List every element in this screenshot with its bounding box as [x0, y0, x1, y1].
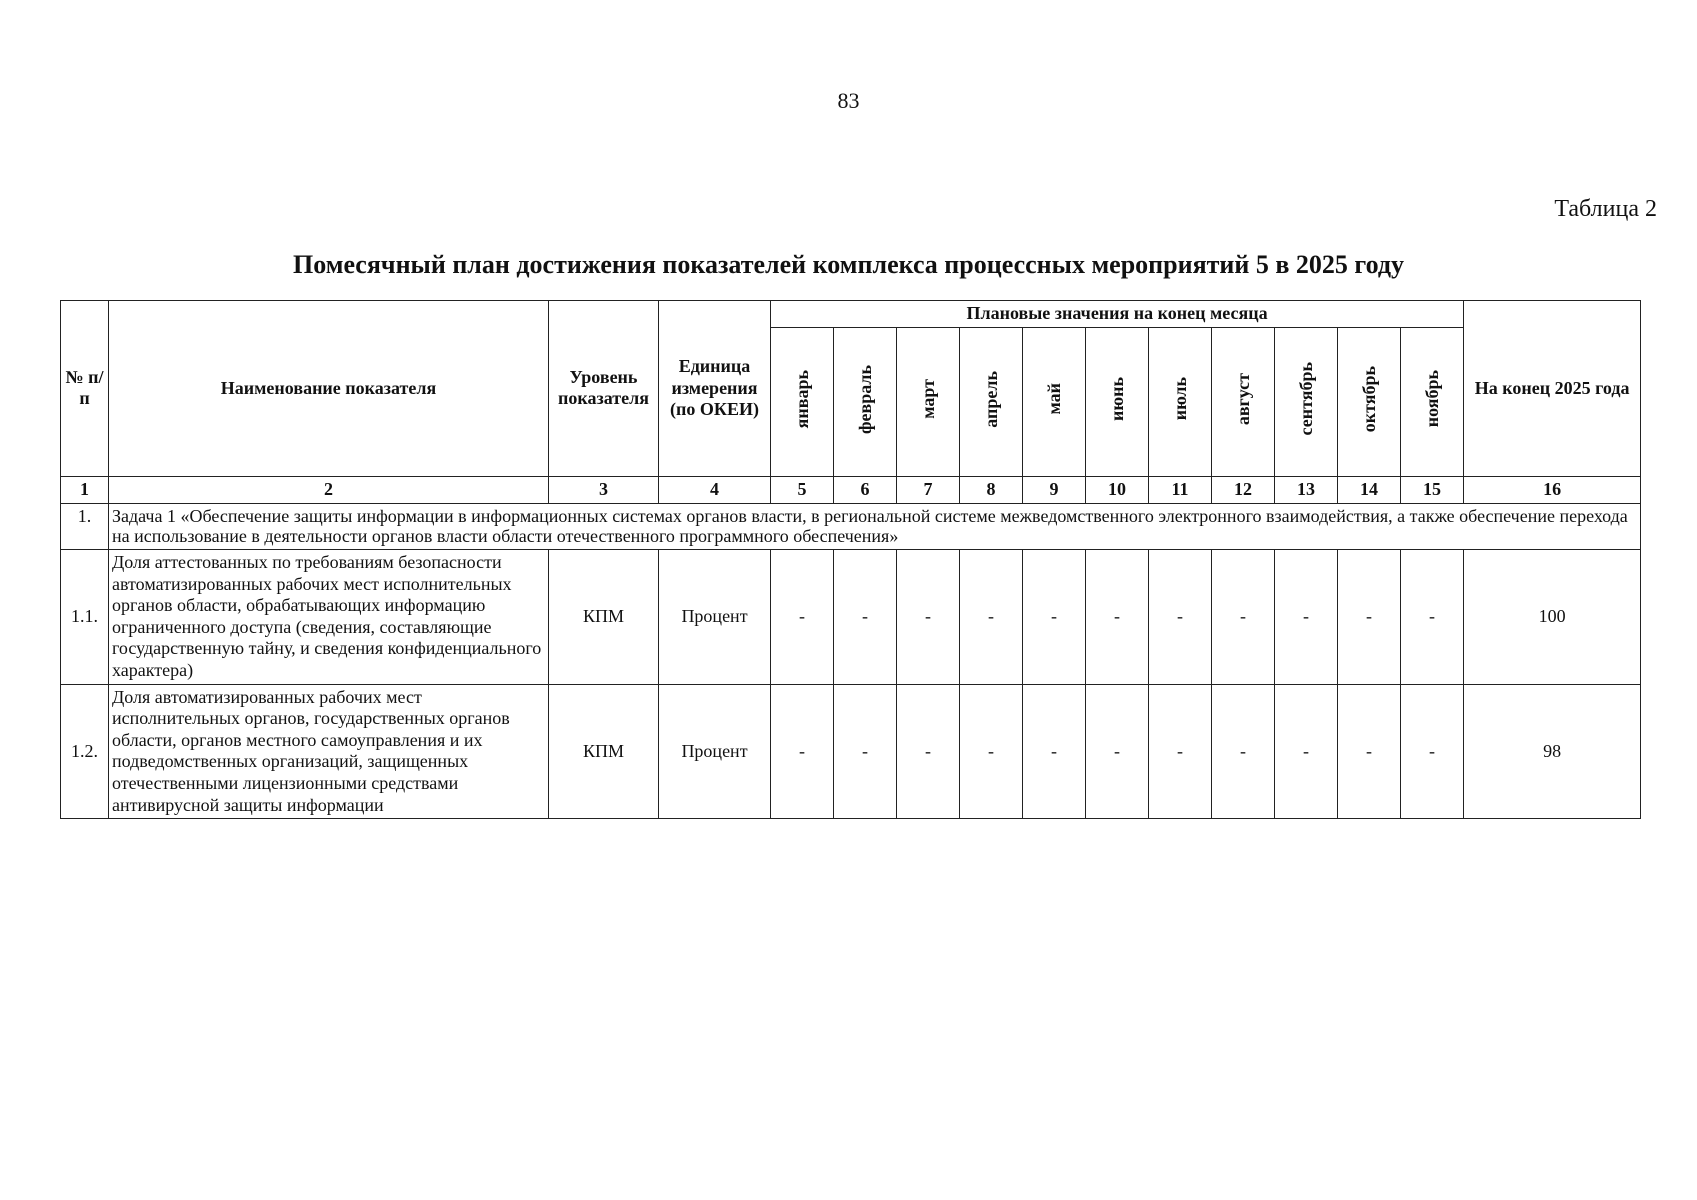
- column-number: 8: [960, 476, 1023, 503]
- column-number: 12: [1212, 476, 1275, 503]
- header-unit: Единица измерения (по ОКЕИ): [659, 301, 771, 477]
- header-year-end: На конец 2025 года: [1464, 301, 1641, 477]
- row-month-value: -: [1149, 549, 1212, 684]
- header-month-june: июнь: [1086, 327, 1149, 476]
- row-month-value: -: [1023, 684, 1086, 819]
- row-month-value: -: [834, 549, 897, 684]
- row-month-value: -: [1212, 549, 1275, 684]
- document-title: Помесячный план достижения показателей комплекса процессных мероприятий 5 в 2025 году: [293, 250, 1404, 279]
- table-row: [61, 549, 1641, 684]
- page-number: 83: [837, 88, 860, 113]
- header-month-february: февраль: [834, 327, 897, 476]
- row-month-value: -: [1212, 684, 1275, 819]
- task-row: [61, 503, 1641, 549]
- row-unit: Процент: [659, 684, 771, 819]
- row-month-value: -: [771, 684, 834, 819]
- header-month-november: ноябрь: [1401, 327, 1464, 476]
- column-number: 11: [1149, 476, 1212, 503]
- header-level: Уровень показателя: [549, 301, 659, 477]
- row-month-value: -: [1401, 549, 1464, 684]
- row-month-value: -: [897, 684, 960, 819]
- column-number: 7: [897, 476, 960, 503]
- column-number-row: [61, 476, 1641, 503]
- header-month-october: октябрь: [1338, 327, 1401, 476]
- header-month-march: март: [897, 327, 960, 476]
- row-month-value: -: [897, 549, 960, 684]
- column-number: 15: [1401, 476, 1464, 503]
- header-month-january: январь: [771, 327, 834, 476]
- row-month-value: -: [1275, 684, 1338, 819]
- row-month-value: -: [1023, 549, 1086, 684]
- table-row: [61, 684, 1641, 819]
- row-month-value: -: [1401, 684, 1464, 819]
- monthly-plan-table: [60, 300, 1641, 819]
- row-name: Доля аттестованных по требованиям безопасности автоматизированных рабочих мест исполнительных органов области, обрабатывающих информацию ограниченного доступа (сведения, составляющие государственную тайну, и сведения конфиденциального характера): [109, 549, 549, 684]
- column-number: 1: [61, 476, 109, 503]
- row-month-value: -: [960, 549, 1023, 684]
- row-num: 1.1.: [61, 549, 109, 684]
- column-number: 16: [1464, 476, 1641, 503]
- row-month-value: -: [1338, 549, 1401, 684]
- row-month-value: -: [1149, 684, 1212, 819]
- row-year-end-value: 100: [1464, 549, 1641, 684]
- header-planned-group: Плановые значения на конец месяца: [771, 301, 1464, 328]
- row-month-value: -: [1338, 684, 1401, 819]
- column-number: 3: [549, 476, 659, 503]
- row-month-value: -: [960, 684, 1023, 819]
- row-month-value: -: [771, 549, 834, 684]
- task-text: Задача 1 «Обеспечение защиты информации в информационных системах органов власти, в региональной системе межведомственного электронного взаимодействия, а также обеспечение перехода на использование в деятельности органов власти области отечественного программного обеспечения»: [109, 503, 1641, 549]
- header-month-may: май: [1023, 327, 1086, 476]
- column-number: 4: [659, 476, 771, 503]
- header-month-july: июль: [1149, 327, 1212, 476]
- column-number: 2: [109, 476, 549, 503]
- row-unit: Процент: [659, 549, 771, 684]
- column-number: 10: [1086, 476, 1149, 503]
- column-number: 6: [834, 476, 897, 503]
- row-level: КПМ: [549, 549, 659, 684]
- column-number: 14: [1338, 476, 1401, 503]
- header-num: № п/п: [61, 301, 109, 477]
- row-level: КПМ: [549, 684, 659, 819]
- row-year-end-value: 98: [1464, 684, 1641, 819]
- task-num: 1.: [61, 503, 109, 549]
- header-month-august: август: [1212, 327, 1275, 476]
- row-name: Доля автоматизированных рабочих мест исполнительных органов, государственных органов области, органов местного самоуправления и их подведомственных организаций, защищенных отечественными лицензионными средствами антивирусной защиты информации: [109, 684, 549, 819]
- row-month-value: -: [1275, 549, 1338, 684]
- row-month-value: -: [1086, 549, 1149, 684]
- header-month-april: апрель: [960, 327, 1023, 476]
- table-label: Таблица 2: [1554, 196, 1657, 222]
- row-month-value: -: [1086, 684, 1149, 819]
- row-num: 1.2.: [61, 684, 109, 819]
- row-month-value: -: [834, 684, 897, 819]
- column-number: 5: [771, 476, 834, 503]
- header-name: Наименование показателя: [109, 301, 549, 477]
- header-month-september: сентябрь: [1275, 327, 1338, 476]
- column-number: 9: [1023, 476, 1086, 503]
- column-number: 13: [1275, 476, 1338, 503]
